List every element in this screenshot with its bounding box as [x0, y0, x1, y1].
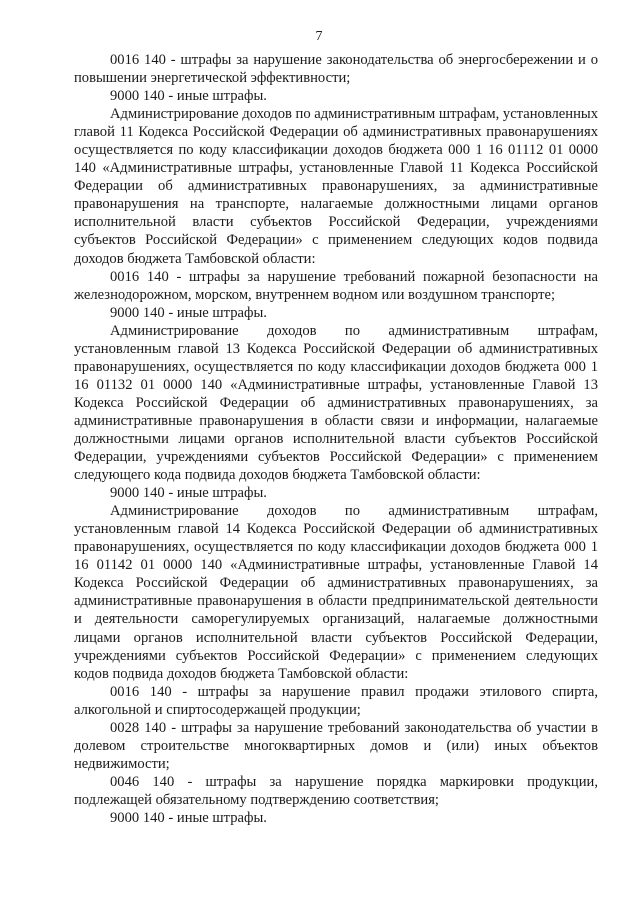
page-number: 7: [315, 29, 323, 44]
paragraph-chapter-14-admin: Администрирование доходов по административным штрафам, установленным главой 14 Кодекса Российской Федерации об административных правонарушениях, осуществляется по коду классификации доходов бюджета 000 1 16 01142 01 0000 140 «Административные штрафы, установленные Главой 14 Кодекса Российской Федерации об административных правонарушениях, за административные правонарушения в области предпринимательской деятельности и деятельности саморегулируемых организаций, налагаемые должностными лицами органов исполнительной власти субъектов Российской Федерации, учреждениями субъектов Российской Федерации» с применением следующих кодов подвида доходов бюджета Тамбовской области:: [74, 503, 598, 682]
paragraph-other-fines-1: 9000 140 - иные штрафы.: [110, 88, 267, 105]
paragraph-labeling-fines: 0046 140 - штрафы за нарушение порядка маркировки продукции, подлежащей обязательному подтверждению соответствия;: [74, 773, 598, 808]
document-body: [74, 51, 598, 827]
paragraph-other-fines-3: 9000 140 - иные штрафы.: [110, 485, 267, 502]
paragraph-energy-fines: 0016 140 - штрафы за нарушение законодательства об энергосбережении и о повышении энергетической эффективности;: [74, 52, 598, 87]
paragraph-chapter-11-admin: Администрирование доходов по административным штрафам, установленных главой 11 Кодекса Российской Федерации об административных правонарушениях осуществляется по коду классификации доходов бюджета 000 1 16 01112 01 0000 140 «Административные штрафы, установленные Главой 11 Кодекса Российской Федерации об административных правонарушениях, за административные правонарушения на транспорте, налагаемые должностными лицами органов исполнительной власти субъектов Российской Федерации, учреждениями субъектов Российской Федерации» с применением следующих кодов подвида доходов бюджета Тамбовской области:: [74, 106, 598, 267]
paragraph-fire-safety-fines: 0016 140 - штрафы за нарушение требований пожарной безопасности на железнодорожном, морском, внутреннем водном или воздушном транспорте;: [74, 268, 598, 303]
paragraph-other-fines-4: 9000 140 - иные штрафы.: [110, 809, 267, 826]
paragraph-construction-fines: 0028 140 - штрафы за нарушение требований законодательства об участии в долевом строительстве многоквартирных домов и (или) иных объектов недвижимости;: [74, 719, 598, 772]
paragraph-other-fines-2: 9000 140 - иные штрафы.: [110, 304, 267, 321]
paragraph-alcohol-fines: 0016 140 - штрафы за нарушение правил продажи этилового спирта, алкогольной и спиртосодержащей продукции;: [74, 683, 598, 718]
paragraph-chapter-13-admin: Администрирование доходов по административным штрафам, установленным главой 13 Кодекса Российской Федерации об административных правонарушениях, осуществляется по коду классификации доходов бюджета 000 1 16 01132 01 0000 140 «Административные штрафы, установленные Главой 13 Кодекса Российской Федерации об административных правонарушениях, за административные правонарушения в области связи и информации, налагаемые должностными лицами органов исполнительной власти субъектов Российской Федерации, учреждениями субъектов Российской Федерации» с применением следующего кода подвида доходов бюджета Тамбовской области:: [74, 322, 598, 484]
